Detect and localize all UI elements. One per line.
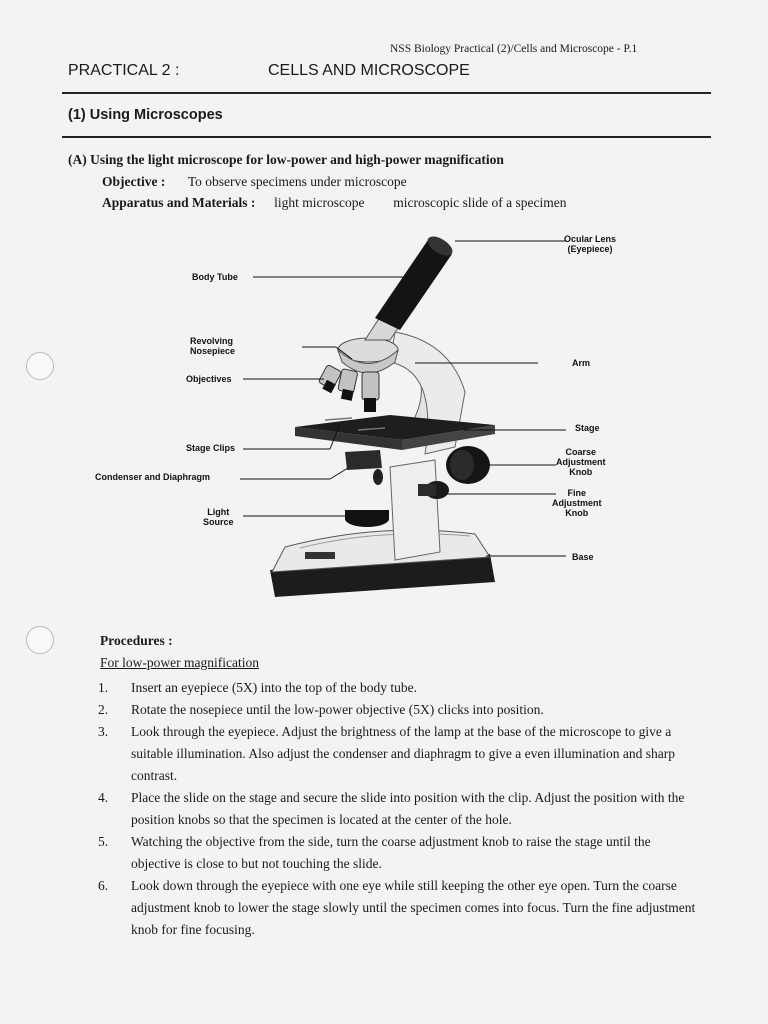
microscope-diagram: [90, 222, 690, 627]
apparatus-item-slide: microscopic slide of a specimen: [393, 195, 567, 210]
label-condenser-diaphragm: Condenser and Diaphragm: [95, 472, 211, 482]
label-ocular-lens: Ocular Lens (Eyepiece): [564, 234, 617, 254]
microscope-drawing: [270, 233, 495, 597]
label-stage-clips: Stage Clips: [186, 443, 236, 453]
procedure-step: 5. Watching the objective from the side, turn the coarse adjustment knob to raise the stage until the objective is close to but not touching the slide.: [98, 834, 651, 871]
procedures-subheading: For low-power magnification: [100, 655, 259, 670]
procedure-step: 1. Insert an eyepiece (5X) into the top of the body tube.: [98, 680, 418, 695]
label-light-source: Light Source: [203, 507, 234, 527]
apparatus-label: Apparatus and Materials :: [102, 195, 256, 210]
label-coarse-adjustment-knob: Coarse Adjustment Knob: [556, 447, 606, 477]
objective-text: To observe specimens under microscope: [187, 174, 407, 189]
label-fine-adjustment-knob: Fine Adjustment Knob: [552, 488, 602, 518]
procedure-step: 2. Rotate the nosepiece until the low-power objective (5X) clicks into position.: [98, 702, 544, 717]
rule-bottom: [62, 136, 711, 138]
label-base: Base: [572, 552, 594, 562]
procedure-step: 6. Look down through the eyepiece with one eye while still keeping the other eye open. Turn the coarse adjustment knob to lower the stage slowly until the specimen comes into focus. Turn the fine adjustment knob for fine focusing.: [98, 878, 696, 937]
label-stage: Stage: [575, 423, 600, 433]
label-body-tube: Body Tube: [192, 272, 238, 282]
punch-hole-bottom: [26, 626, 54, 654]
apparatus-item-microscope: light microscope: [274, 195, 365, 210]
objective-line: [102, 174, 407, 190]
practical-title: CELLS AND MICROSCOPE: [268, 62, 470, 79]
apparatus-line: [102, 195, 566, 211]
objective-label: Objective :: [102, 174, 166, 189]
rule-top: [62, 92, 711, 94]
part-a-heading: (A) Using the light microscope for low-power and high-power magnification: [68, 152, 504, 167]
running-head: NSS Biology Practical (2)/Cells and Microscope - P.1: [390, 43, 638, 55]
practical-number: PRACTICAL 2 :: [68, 62, 180, 79]
section-heading: (1) Using Microscopes: [68, 107, 223, 123]
label-objectives: Objectives: [186, 374, 232, 384]
label-arm: Arm: [572, 358, 591, 368]
label-revolving-nosepiece: Revolving Nosepiece: [190, 336, 236, 356]
procedures-heading: Procedures :: [100, 633, 173, 648]
procedure-step: 3. Look through the eyepiece. Adjust the brightness of the lamp at the base of the microscope to give a suitable illumination. Also adjust the condenser and diaphragm to give a even illumination and sharp contrast.: [98, 724, 676, 783]
procedure-step: 4. Place the slide on the stage and secure the slide into position with the clip. Adjust the position with the position knobs so that the specimen is located at the center of the hole.: [98, 790, 685, 827]
punch-hole-top: [26, 352, 54, 380]
microscope-illustration: [90, 222, 690, 627]
procedure-steps: [98, 677, 698, 941]
